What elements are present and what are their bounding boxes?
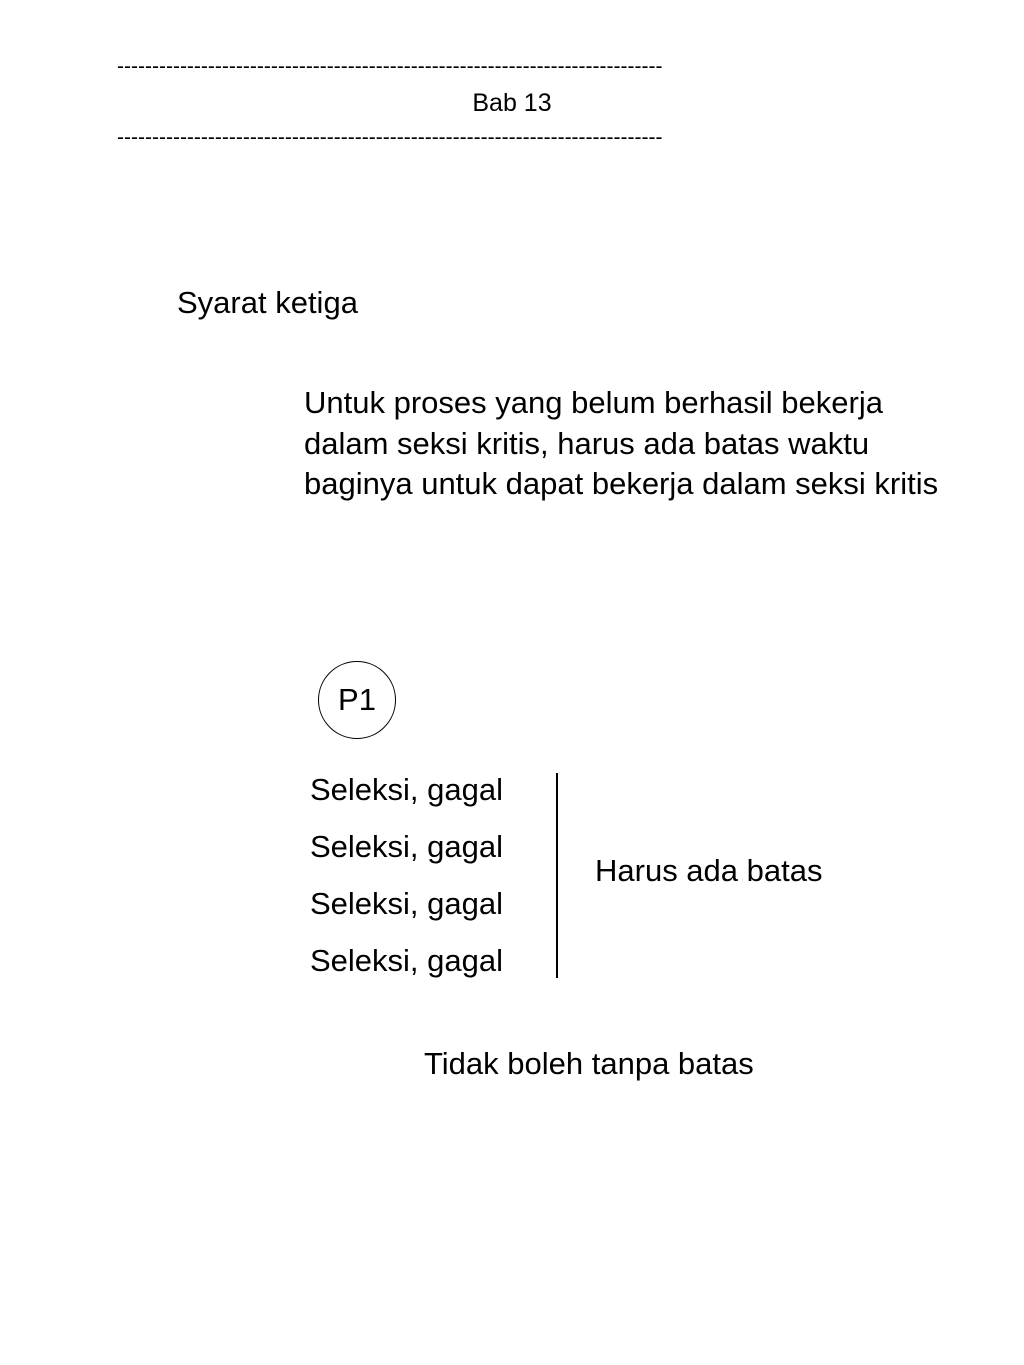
bracket-line xyxy=(556,773,558,978)
chapter-title: Bab 13 xyxy=(472,89,552,117)
process-label: P1 xyxy=(338,682,376,717)
attempt-list xyxy=(310,770,503,998)
section-heading: Syarat ketiga xyxy=(177,285,358,320)
process-circle xyxy=(318,661,396,739)
divider-top: ------------------------------------------------------------------------------ xyxy=(117,55,663,78)
attempt-item: Seleksi, gagal xyxy=(310,829,504,864)
attempt-item: Seleksi, gagal xyxy=(310,943,504,978)
divider-bottom: ------------------------------------------------------------------------------ xyxy=(117,126,663,149)
attempt-item: Seleksi, gagal xyxy=(310,772,504,807)
footer-note: Tidak boleh tanpa batas xyxy=(424,1046,754,1081)
bracket-label: Harus ada batas xyxy=(595,853,823,888)
attempt-item: Seleksi, gagal xyxy=(310,886,504,921)
section-paragraph: Untuk proses yang belum berhasil bekerja dalam seksi kritis, harus ada batas waktu baginya untuk dapat bekerja dalam seksi kritis xyxy=(304,385,939,501)
